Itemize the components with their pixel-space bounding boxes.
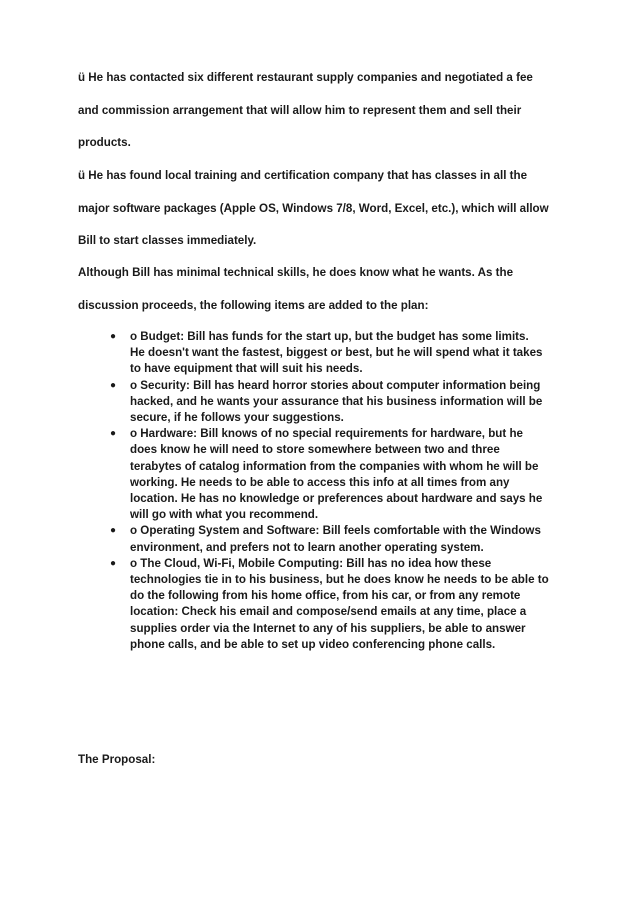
bullet-icon: ● bbox=[110, 428, 117, 440]
text-line: environment, and prefers not to learn another operating system. bbox=[130, 540, 484, 554]
list-item-hardware bbox=[110, 426, 580, 523]
list-item-budget bbox=[110, 329, 580, 378]
bullet-icon: ● bbox=[110, 557, 117, 569]
text-line: Although Bill has minimal technical skills, he does know what he wants. As the bbox=[78, 266, 514, 279]
text-line: o Security: Bill has heard horror stories about computer information being bbox=[130, 378, 541, 392]
text-line: o Budget: Bill has funds for the start up, but the budget has some limits. bbox=[130, 330, 529, 343]
text-line: Bill to start classes immediately. bbox=[78, 234, 257, 247]
text-line: to have equipment that will suit his needs. bbox=[130, 362, 363, 376]
text-line: technologies tie in to his business, but he does know he needs to be able to bbox=[130, 573, 549, 587]
list-item-cloud bbox=[110, 556, 580, 653]
text-line: hacked, and he wants your assurance that his business information will be bbox=[130, 394, 543, 408]
text-line: does know he will need to store somewhere between two and three bbox=[130, 443, 500, 457]
text-line: ü He has found local training and certification company that has classes in all the bbox=[78, 169, 528, 182]
text-line: major software packages (Apple OS, Windows 7/8, Word, Excel, etc.), which will allow bbox=[78, 201, 549, 215]
list-item-security bbox=[110, 378, 580, 427]
text-line: will go with what you recommend. bbox=[130, 508, 319, 522]
text-line: and commission arrangement that will allow him to represent them and sell their bbox=[78, 103, 522, 117]
paragraph-training-company bbox=[78, 160, 568, 258]
text-line: products. bbox=[78, 136, 131, 149]
text-line: o The Cloud, Wi-Fi, Mobile Computing: Bill has no idea how these bbox=[130, 556, 492, 570]
list-item-text bbox=[130, 329, 580, 378]
plan-items-list bbox=[110, 329, 580, 653]
text-line: supplies order via the Internet to any of his suppliers, be able to answer bbox=[130, 621, 526, 635]
section-heading-proposal: The Proposal: bbox=[78, 753, 156, 766]
text-line: secure, if he follows your suggestions. bbox=[130, 411, 344, 425]
paragraph-discussion-intro bbox=[78, 257, 568, 322]
list-item-text bbox=[130, 523, 580, 555]
paragraph-supply-companies bbox=[78, 62, 568, 160]
text-line: discussion proceeds, the following items are added to the plan: bbox=[78, 298, 429, 312]
bullet-icon: ● bbox=[110, 379, 117, 391]
text-line: He doesn't want the fastest, biggest or best, but he will spend what it takes bbox=[130, 346, 543, 360]
text-line: phone calls, and be able to set up video conferencing phone calls. bbox=[130, 637, 496, 651]
bullet-icon: ● bbox=[110, 525, 117, 537]
bullet-icon: ● bbox=[110, 331, 117, 342]
text-line: do the following from his home office, from his car, or from any remote bbox=[130, 589, 521, 603]
text-line: o Operating System and Software: Bill feels comfortable with the Windows bbox=[130, 524, 541, 538]
list-item-text bbox=[130, 426, 580, 523]
list-item-text bbox=[130, 556, 580, 653]
list-item-text bbox=[130, 378, 580, 427]
text-line: terabytes of catalog information from the companies with whom he will be bbox=[130, 459, 539, 473]
text-line: location. He has no knowledge or preferences about hardware and says he bbox=[130, 492, 543, 506]
text-line: working. He needs to be able to access this info at all times from any bbox=[130, 475, 510, 489]
text-line: o Hardware: Bill knows of no special requirements for hardware, but he bbox=[130, 427, 523, 441]
text-line: ü He has contacted six different restaurant supply companies and negotiated a fee bbox=[78, 71, 533, 84]
list-item-operating-system bbox=[110, 523, 580, 555]
text-line: location: Check his email and compose/send emails at any time, place a bbox=[130, 605, 527, 619]
